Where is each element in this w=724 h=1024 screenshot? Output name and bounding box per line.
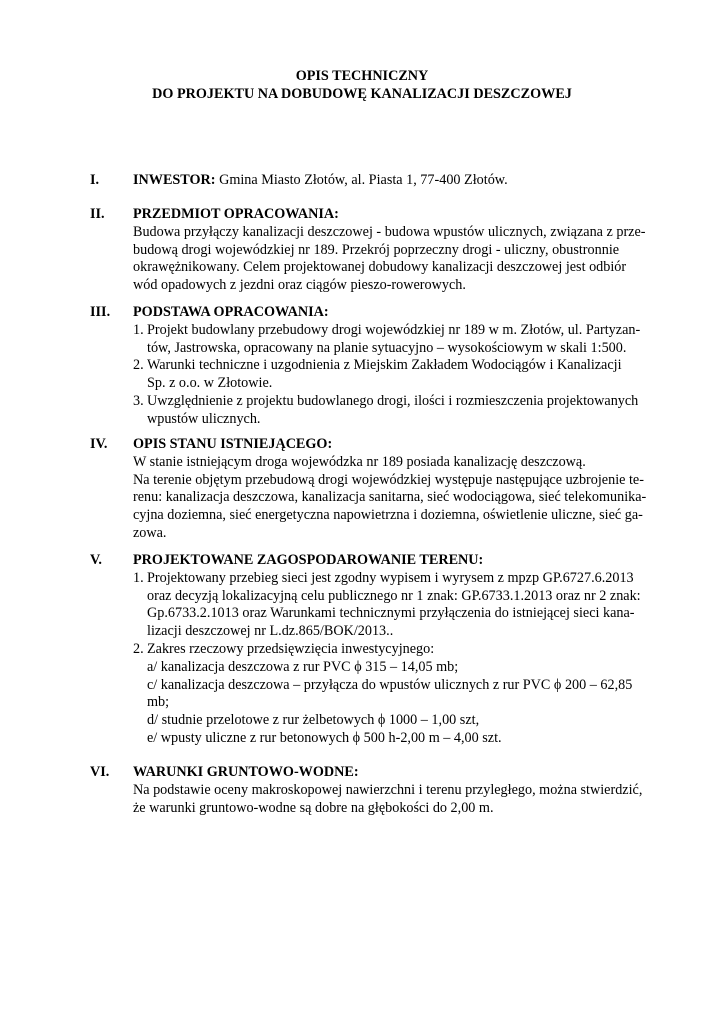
text-line: wód opadowych z jezdni oraz ciągów pieszo-rowerowych. — [133, 277, 466, 294]
list-item — [133, 393, 670, 429]
text-line: Na terenie objętym przebudową drogi wojewódzkiej występuje następujące uzbrojenie te- — [133, 471, 644, 488]
title-line-2: DO PROJEKTU NA DOBUDOWĘ KANALIZACJI DESZCZOWEJ — [152, 85, 572, 102]
list-item — [133, 322, 670, 358]
section-number: I. — [90, 172, 100, 188]
text-line: Gp.6733.2.1013 oraz Warunkami technicznymi przyłączenia do istniejącej sieci kana- — [147, 605, 635, 622]
document-title — [0, 68, 724, 104]
text-line: Projekt budowlany przebudowy drogi wojewódzkiej nr 189 w m. Złotów, ul. Partyzan- — [147, 321, 641, 338]
text-line: okrawężnikowany. Celem projektowanej dobudowy kanalizacji deszczowej jest odbiór — [133, 259, 627, 276]
text-line: lizacji deszczowej nr L.dz.865/BOK/2013.. — [147, 623, 394, 640]
list-item — [133, 570, 670, 641]
section-number: VI. — [90, 764, 110, 780]
text-line: Budowa przyłączy kanalizacji deszczowej - budowa wpustów ulicznych, związana z prze- — [133, 223, 646, 240]
investor-text: Gmina Miasto Złotów, al. Piasta 1, 77-400 Złotów. — [215, 172, 508, 188]
text-line: oraz decyzją lokalizacyjną celu publicznego nr 1 znak: GP.6733.1.2013 oraz nr 2 znak: — [147, 587, 641, 604]
text-line: Na podstawie oceny makroskopowej nawierzchni i terenu przyległego, można stwierdzić, — [133, 781, 643, 798]
section-heading: INWESTOR: — [133, 172, 216, 188]
list-marker: 2. — [133, 357, 144, 374]
list-item — [133, 641, 670, 748]
section-number: IV. — [90, 436, 108, 452]
text-line: Warunki techniczne i uzgodnienia z Miejskim Zakładem Wodociągów i Kanalizacji — [147, 357, 622, 374]
section-heading: WARUNKI GRUNTOWO-WODNE: — [133, 764, 359, 780]
list-item — [133, 357, 670, 393]
section-heading: OPIS STANU ISTNIEJĄCEGO: — [133, 436, 333, 452]
text-line: zowa. — [133, 524, 167, 541]
list-marker: 2. — [133, 640, 144, 657]
text-line: Zakres rzeczowy przedsięwzięcia inwestycyjnego: — [147, 640, 435, 657]
sub-item: e/ wpusty uliczne z rur betonowych ϕ 500 h-2,00 m – 4,00 szt. — [147, 729, 502, 746]
text-line: budową drogi wojewódzkiej nr 189. Przekrój poprzeczny drogi - uliczny, obustronnie — [133, 241, 620, 258]
text-line: Projektowany przebieg sieci jest zgodny wypisem i wyrysem z mpzp GP.6727.6.2013 — [147, 569, 634, 586]
section-number: III. — [90, 304, 111, 320]
section-number: II. — [90, 206, 105, 222]
list-marker: 3. — [133, 392, 144, 409]
text-line: tów, Jastrowska, opracowany na planie sytuacyjno – wysokościowym w skali 1:500. — [147, 339, 627, 356]
sub-item: a/ kanalizacja deszczowa z rur PVC ϕ 315 – 14,05 mb; — [147, 658, 459, 675]
text-line: Uwzględnienie z projektu budowlanego drogi, ilości i rozmieszczenia projektowanych — [147, 392, 639, 409]
list-marker: 1. — [133, 321, 144, 338]
text-line: cyjna doziemna, sieć energetyczna napowietrzna i doziemna, oświetlenie uliczne, sieć ga- — [133, 507, 643, 524]
section-number: V. — [90, 552, 102, 568]
text-line: Sp. z o.o. w Złotowie. — [147, 375, 273, 392]
section-heading: PODSTAWA OPRACOWANIA: — [133, 304, 329, 320]
title-line-1: OPIS TECHNICZNY — [295, 68, 429, 84]
text-line: W stanie istniejącym droga wojewódzka nr 189 posiada kanalizację deszczową. — [133, 453, 586, 470]
text-line: renu: kanalizacja deszczowa, kanalizacja sanitarna, sieć wodociągowa, sieć telekomunika- — [133, 489, 647, 506]
list-marker: 1. — [133, 569, 144, 586]
section-heading: PRZEDMIOT OPRACOWANIA: — [133, 206, 339, 222]
section-heading: PROJEKTOWANE ZAGOSPODAROWANIE TERENU: — [133, 552, 484, 568]
text-line: wpustów ulicznych. — [147, 410, 261, 427]
sub-item: c/ kanalizacja deszczowa – przyłącza do wpustów ulicznych z rur PVC ϕ 200 – 62,85 — [147, 676, 633, 693]
sub-item: d/ studnie przelotowe z rur żelbetowych ϕ 1000 – 1,00 szt, — [147, 712, 480, 729]
sub-item: mb; — [147, 694, 170, 711]
text-line: że warunki gruntowo-wodne są dobre na głębokości do 2,00 m. — [133, 799, 494, 816]
